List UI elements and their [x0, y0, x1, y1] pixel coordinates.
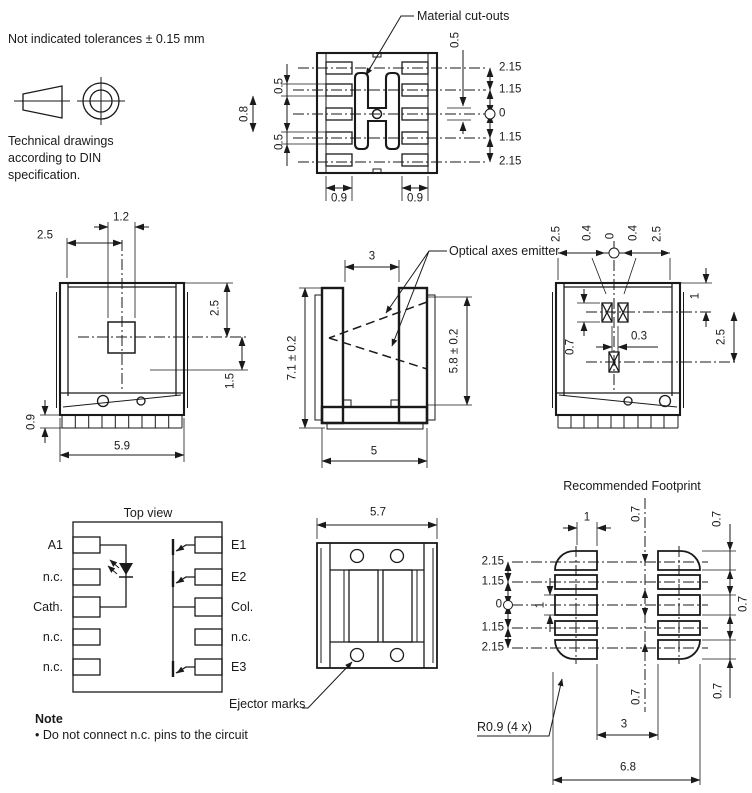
bottom-view — [302, 518, 437, 708]
pin-label-cath: Cath. — [33, 599, 63, 614]
dim-fp-gap-top: 0.7 — [630, 506, 643, 522]
dim-fp-left-3: 0 — [495, 598, 502, 611]
dim-fp-gap-top-right: 0.7 — [711, 511, 724, 527]
dim-fp-span: 3 — [620, 718, 628, 731]
pin-label-nc4: n.c. — [231, 629, 252, 644]
dim-fp-pad-width: 1 — [583, 511, 591, 524]
dim-rear-07: 0.7 — [564, 339, 577, 355]
dim-fp-left-4: 1.15 — [481, 621, 504, 634]
dim-front-right-25: 2.5 — [209, 300, 222, 316]
dim-front-12: 1.2 — [113, 211, 129, 224]
dim-rear-1: 1 — [689, 292, 702, 300]
din-note-line3: specification. — [8, 167, 81, 182]
dim-top-left-2: 0.8 — [238, 106, 251, 122]
dim-rear-03: 0.3 — [631, 330, 647, 343]
pin-label-nc1: n.c. — [42, 569, 63, 584]
pin-label-e1: E1 — [231, 537, 247, 552]
footprint — [477, 498, 736, 785]
dim-front-59: 5.9 — [114, 440, 130, 453]
pin-label-e3: E3 — [231, 659, 247, 674]
dim-front-15: 1.5 — [224, 373, 237, 389]
side-view — [299, 251, 472, 468]
dim-bottom-57: 5.7 — [370, 506, 386, 519]
dim-rear-top-5: 2.5 — [651, 226, 664, 242]
pin-label-a1: A1 — [47, 537, 63, 552]
dim-side-3: 3 — [368, 250, 376, 263]
footprint-title: Recommended Footprint — [563, 478, 701, 493]
ejector-marks-callout: Ejector marks — [229, 696, 306, 711]
dim-side-58: 5.8 ± 0.2 — [448, 328, 461, 374]
optical-axes-callout: Optical axes emitter — [449, 243, 560, 258]
dim-top-left-1: 0.5 — [273, 78, 286, 94]
dim-rear-top-2: 0.4 — [581, 225, 594, 241]
dim-top-right-1: 2.15 — [499, 61, 522, 74]
dim-rear-top-3: 0 — [604, 232, 617, 240]
note-title: Note — [35, 711, 63, 726]
dim-top-right-2: 1.15 — [499, 83, 522, 96]
pin-diagram-title: Top view — [123, 505, 173, 520]
pin-label-col: Col. — [231, 599, 254, 614]
pin-diagram — [73, 522, 222, 692]
dim-front-09: 0.9 — [25, 414, 38, 430]
dim-fp-left-2: 1.15 — [481, 575, 504, 588]
front-view — [40, 222, 248, 462]
dim-top-right-5: 2.15 — [499, 155, 522, 168]
din-projection-symbol — [14, 77, 125, 125]
dim-front-25: 2.5 — [37, 229, 53, 242]
dim-rear-top-1: 2.5 — [550, 226, 563, 242]
tolerance-note: Not indicated tolerances ± 0.15 mm — [8, 31, 205, 46]
dim-top-left-3: 0.5 — [273, 134, 286, 150]
radius-callout: R0.9 (4 x) — [477, 719, 532, 734]
din-note-line1: Technical drawings — [8, 133, 114, 148]
material-cutouts-callout: Material cut-outs — [417, 8, 510, 23]
note-bullet: • Do not connect n.c. pins to the circuit — [35, 727, 248, 742]
pin-label-nc2: n.c. — [42, 629, 63, 644]
dim-top-bottom-1: 0.9 — [331, 192, 347, 205]
dim-fp-gap-mid-right: 0.7 — [737, 596, 750, 612]
dim-rear-top-4: 0.4 — [627, 225, 640, 241]
dim-rear-25: 2.5 — [715, 329, 728, 345]
dim-fp-mid-pad: 1 — [534, 601, 547, 609]
dim-side-71: 7.1 ± 0.2 — [286, 335, 299, 381]
dim-side-5: 5 — [370, 445, 378, 458]
dim-top-05: 0.5 — [449, 32, 462, 48]
dim-fp-total: 6.8 — [620, 761, 636, 774]
dim-top-right-4: 1.15 — [499, 131, 522, 144]
pin-label-nc3: n.c. — [42, 659, 63, 674]
dim-fp-gap-bottom-right: 0.7 — [712, 683, 725, 699]
dim-fp-left-5: 2.15 — [481, 641, 504, 654]
dim-fp-left-1: 2.15 — [481, 555, 504, 568]
dim-fp-gap-bottom: 0.7 — [630, 689, 643, 705]
dim-top-bottom-2: 0.9 — [407, 192, 423, 205]
pin-label-e2: E2 — [231, 569, 247, 584]
dim-top-right-3: 0 — [499, 107, 506, 120]
din-note-line2: according to DIN — [8, 150, 102, 165]
